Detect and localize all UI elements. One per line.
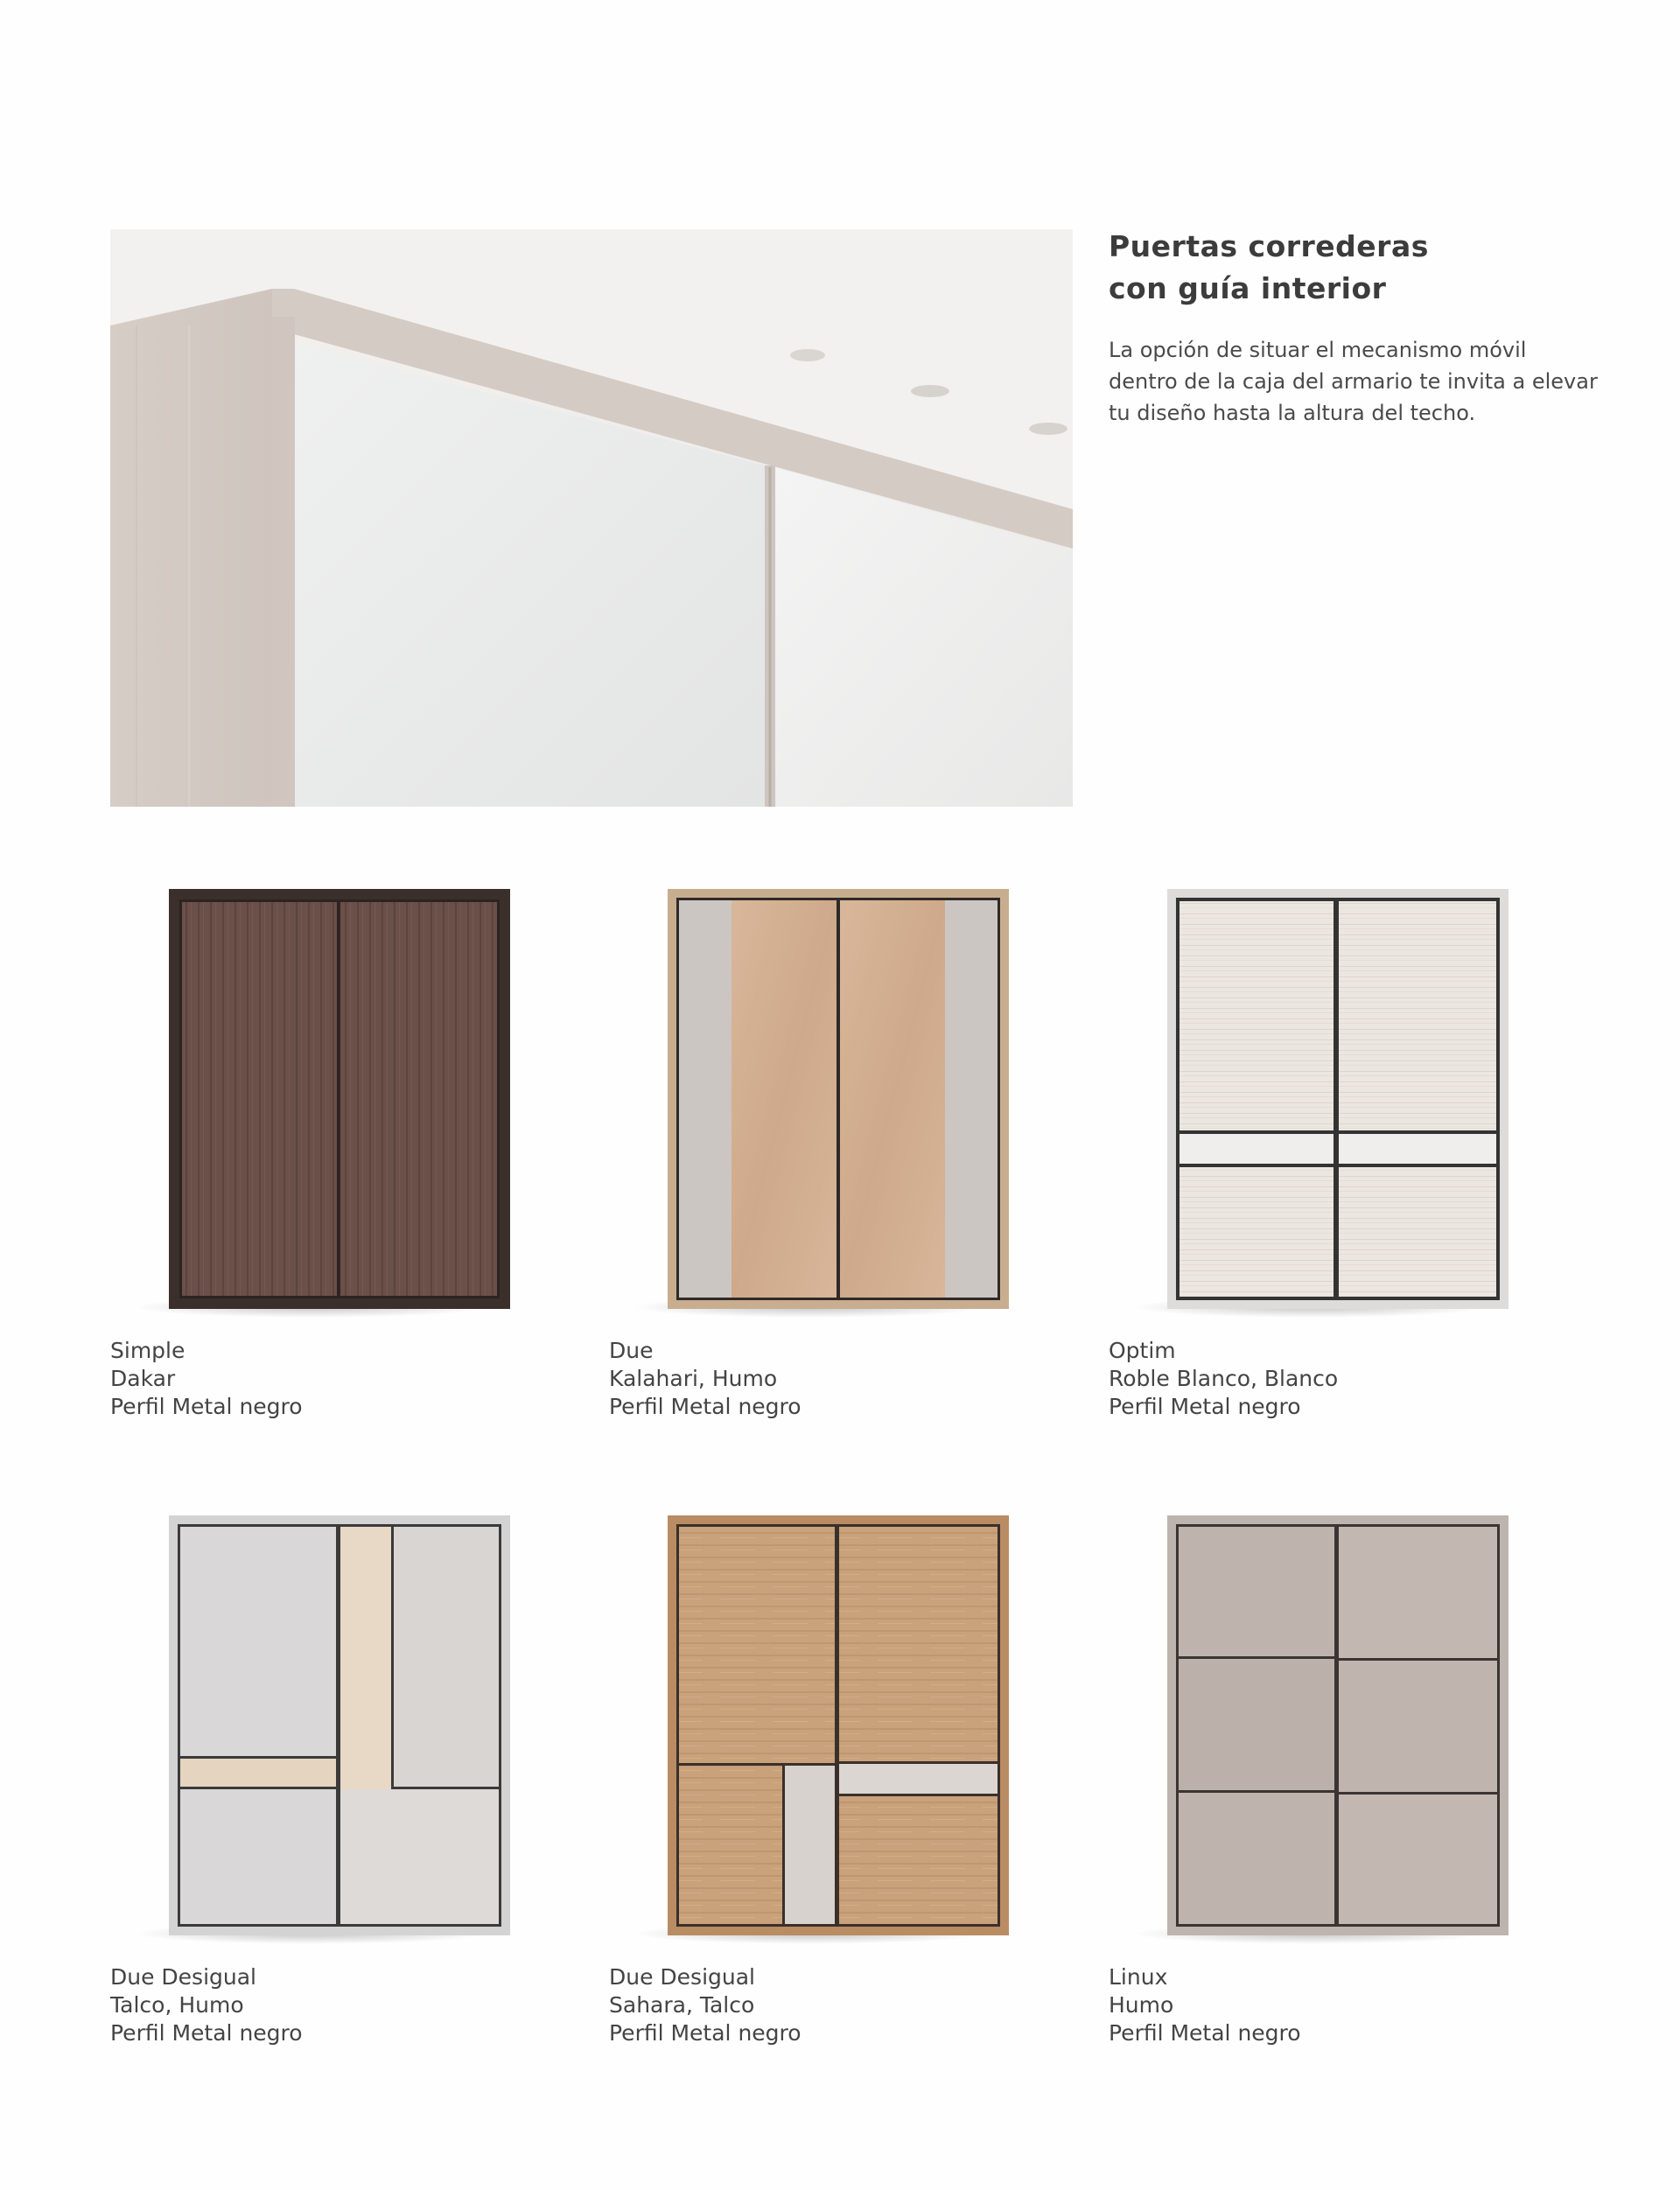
product-finish: Sahara, Talco	[609, 1992, 755, 2018]
product-model: Due Desigual	[609, 1964, 756, 1990]
product-caption-linux	[1109, 1963, 1511, 2047]
product-image-due	[609, 864, 1012, 1337]
section-title	[1109, 226, 1599, 310]
product-card-due	[609, 864, 1012, 1421]
product-caption-due-desigual-talco	[110, 1963, 513, 2047]
product-card-linux	[1109, 1491, 1511, 2047]
hero-wardrobe-illustration	[110, 229, 1073, 807]
intro-block	[1109, 226, 1599, 429]
product-finish: Kalahari, Humo	[609, 1366, 778, 1391]
product-image-simple	[110, 864, 513, 1337]
product-image-due-desigual-sahara	[609, 1491, 1012, 1963]
wardrobe-due-desigual-sahara-illustration	[668, 1515, 1009, 1935]
wardrobe-optim-illustration	[1167, 889, 1508, 1309]
product-image-due-desigual-talco	[110, 1491, 513, 1963]
product-model: Optim	[1109, 1338, 1176, 1363]
product-model: Linux	[1109, 1964, 1168, 1990]
product-caption-simple	[110, 1337, 513, 1421]
product-profile: Perfil Metal negro	[609, 1394, 802, 1419]
product-caption-optim	[1109, 1337, 1511, 1421]
product-profile: Perfil Metal negro	[609, 2020, 802, 2046]
wardrobe-due-illustration	[668, 889, 1009, 1309]
product-caption-due	[609, 1337, 1012, 1421]
product-card-simple	[110, 864, 513, 1421]
product-profile: Perfil Metal negro	[110, 1394, 303, 1419]
product-finish: Talco, Humo	[110, 1992, 244, 2018]
section-title-line-2: con guía interior	[1109, 271, 1387, 305]
product-finish: Roble Blanco, Blanco	[1109, 1366, 1339, 1391]
product-card-optim	[1109, 864, 1511, 1421]
hero-photo	[110, 229, 1073, 807]
section-description: La opción de situar el mecanismo móvil dentro de la caja del armario te invita a elevar tu diseño hasta la altura del techo.	[1109, 338, 1598, 425]
product-image-linux	[1109, 1491, 1511, 1963]
wardrobe-simple-illustration	[169, 889, 510, 1309]
product-image-optim	[1109, 864, 1511, 1337]
wardrobe-linux-illustration	[1167, 1515, 1508, 1935]
product-caption-due-desigual-sahara	[609, 1963, 1012, 2047]
wardrobe-due-desigual-talco-illustration	[169, 1515, 510, 1935]
section-title-line-1: Puertas correderas	[1109, 229, 1429, 263]
product-finish: Humo	[1109, 1992, 1174, 2018]
product-profile: Perfil Metal negro	[1109, 2020, 1301, 2046]
product-model: Simple	[110, 1338, 186, 1363]
product-profile: Perfil Metal negro	[110, 2020, 303, 2046]
product-card-due-desigual-sahara	[609, 1491, 1012, 2047]
product-card-due-desigual-talco	[110, 1491, 513, 2047]
product-finish: Dakar	[110, 1366, 176, 1391]
product-profile: Perfil Metal negro	[1109, 1394, 1301, 1419]
product-model: Due Desigual	[110, 1964, 257, 1990]
product-model: Due	[609, 1338, 654, 1363]
